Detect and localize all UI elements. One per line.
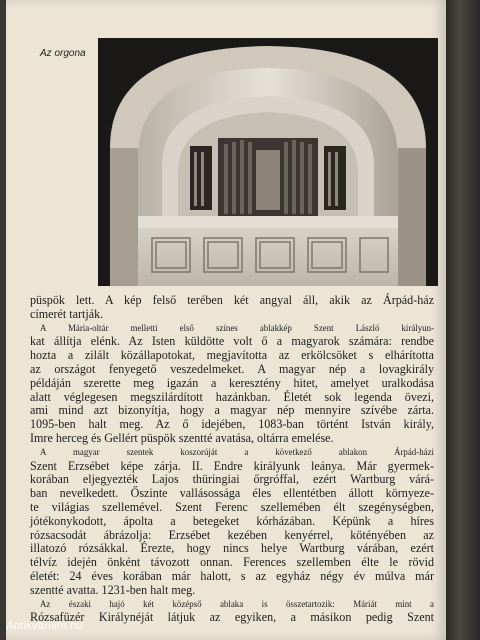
text-line: alatt véglegesen megszilárdított hazánkban. Életét sok legenda övezi,: [30, 389, 434, 404]
text-line: rózsacsodát ábrázolja: Erzsébet kezében kenyérrel, kötényében az: [30, 527, 434, 542]
paragraph-4: [30, 598, 434, 626]
text-line: kat állítja elénk. Az Isten küldötte volt ő a magyarok számára: rendbe: [30, 334, 434, 349]
text-line: jótékonykodott, ápolta a betegeket kórházában. Képünk a híres: [30, 513, 434, 528]
paragraph-3: [30, 446, 434, 598]
paragraph-1: [30, 294, 434, 322]
text-line: szentté avatta. 1231-ben halt meg.: [30, 582, 196, 597]
page-edge: [446, 0, 480, 640]
text-line: A magyar szentek koszorúját a következő ablakon Árpád-házi: [40, 446, 434, 457]
text-line: illatozó rózsákkal. Érezte, hogy nincs helye Wartburg várában, ezért: [30, 541, 434, 556]
text-line: 1095-ben halt meg. Az ő idejében, 1083-ban történt István király,: [30, 417, 434, 432]
text-line: ami mind azt bizonyítja, hogy a magyar nép mennyire szívébe zárta.: [30, 403, 434, 418]
text-line: télvíz idején önként távozott onnan. Ferences szellemben élte le rövid: [30, 555, 434, 570]
watermark: Antikvarium.hu: [6, 620, 83, 632]
text-line: az országot fenyegető veszedelmeket. A magyar nép a lovagkirály: [30, 361, 434, 376]
text-line: Az északi hajó két középső ablaka is összetartozik: Máriát mint a: [40, 598, 434, 609]
text-line: életét: 24 éves korában már halott, s az egyház négy év múlva már: [30, 568, 434, 583]
text-line: ban nevelkedett. Őszinte vallásossága éles ellentétben állott környeze-: [30, 486, 434, 501]
organ-illustration: [98, 38, 438, 286]
text-line: püspök lett. A kép felső terében két angyal áll, akik az Árpád-ház: [30, 293, 434, 307]
text-line: A Mária-oltár melletti első színes ablakkép Szent László királyun-: [40, 322, 434, 333]
photo-caption: Az orgona: [40, 48, 86, 59]
text-line: korában eljegyezték Lajos thüringiai őrgróffal, ezért Wartburg várá-: [30, 472, 434, 487]
text-line: Szent Erzsébet képe zárja. II. Endre királyunk leánya. Már gyermek-: [30, 458, 434, 473]
body-text: [30, 294, 434, 625]
text-line: Rózsafüzér Királynéját látjuk az egyiken, a másikon pedig Szent: [30, 610, 434, 625]
text-line: példáján szerette meg igazán a keresztény hitet, amelyet uralkodása: [30, 375, 434, 390]
organ-photo: [98, 38, 438, 286]
text-line: Imre herceg és Gellért püspök szentté avatása, oltárra emelése.: [30, 430, 334, 445]
paragraph-2: [30, 322, 434, 446]
text-line: te világias szellemével. Szent Ferenc szellemében élt szegénységben,: [30, 499, 434, 514]
text-line: címerét tartják.: [30, 306, 104, 321]
text-line: hozta a zilált közállapotokat, megjavította az erkölcsöket s elhárította: [30, 348, 434, 363]
